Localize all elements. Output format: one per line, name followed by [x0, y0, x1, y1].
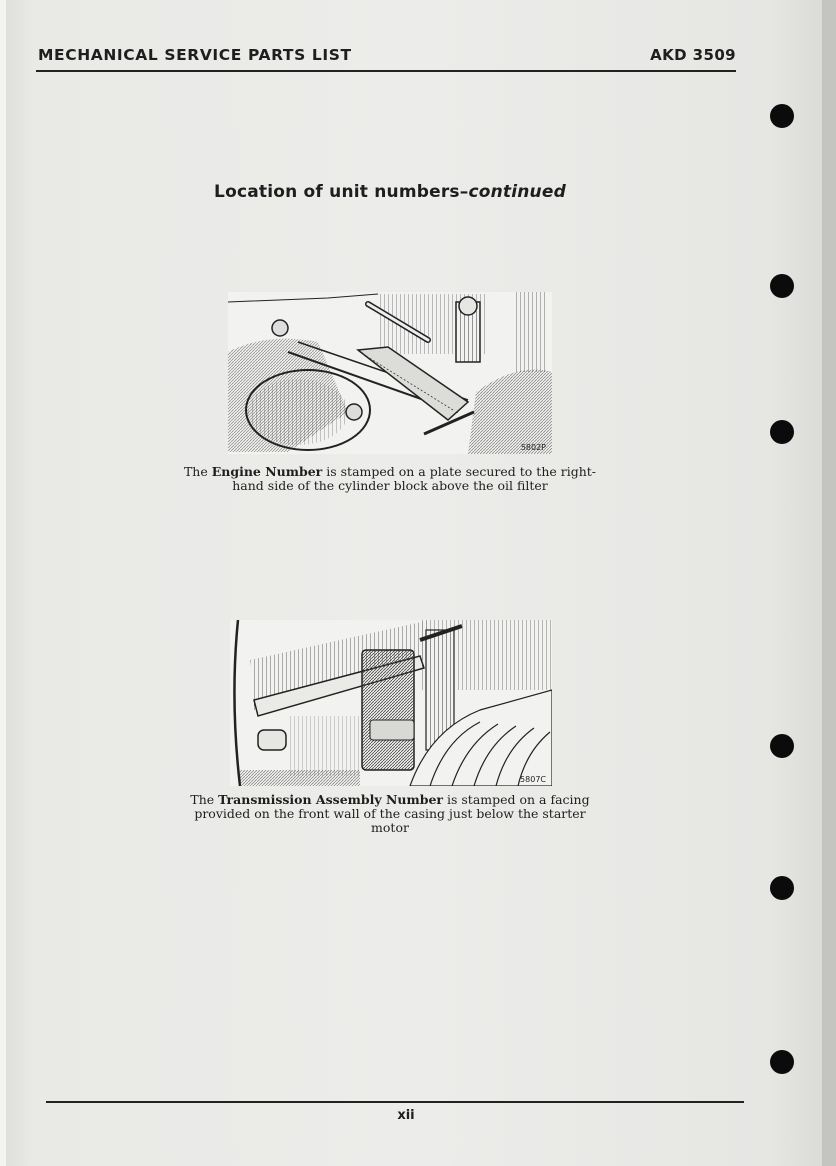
- page-number: xii: [397, 1108, 415, 1123]
- caption-text-post: is stamped on a plate secured to the right-hand side of the cylinder block above the oil filter: [232, 464, 597, 493]
- page-edge: [0, 0, 6, 1166]
- header-title: MECHANICAL SERVICE PARTS LIST: [38, 46, 352, 64]
- punch-hole: [770, 1050, 794, 1074]
- punch-hole: [770, 876, 794, 900]
- caption-text-pre: The: [183, 464, 212, 479]
- header-rule: [36, 70, 736, 72]
- section-title: [0, 182, 780, 202]
- caption-text-pre: The: [190, 792, 219, 807]
- engine-number-illustration: [228, 292, 552, 454]
- figure-code: 5802P: [520, 443, 546, 452]
- engine-number-caption: [180, 465, 600, 493]
- punch-hole: [770, 420, 794, 444]
- section-title-continued: continued: [468, 182, 566, 202]
- page-shadow-edge: [822, 0, 836, 1166]
- transmission-drawing: [230, 620, 552, 786]
- caption-keyword: Transmission Assembly Number: [218, 792, 444, 807]
- section-title-main: Location of unit numbers–: [214, 182, 469, 202]
- engine-drawing: [228, 292, 552, 454]
- transmission-number-illustration: [230, 620, 552, 786]
- caption-keyword: Engine Number: [211, 464, 323, 479]
- transmission-number-caption: [180, 793, 600, 835]
- document-code: AKD 3509: [650, 46, 736, 64]
- punch-hole: [770, 104, 794, 128]
- caption-text-post: is stamped on a facing provided on the front wall of the casing just below the starter motor: [194, 792, 590, 835]
- punch-hole: [770, 274, 794, 298]
- footer-rule: [46, 1101, 744, 1103]
- punch-hole: [770, 734, 794, 758]
- figure-code: 5807C: [520, 775, 546, 784]
